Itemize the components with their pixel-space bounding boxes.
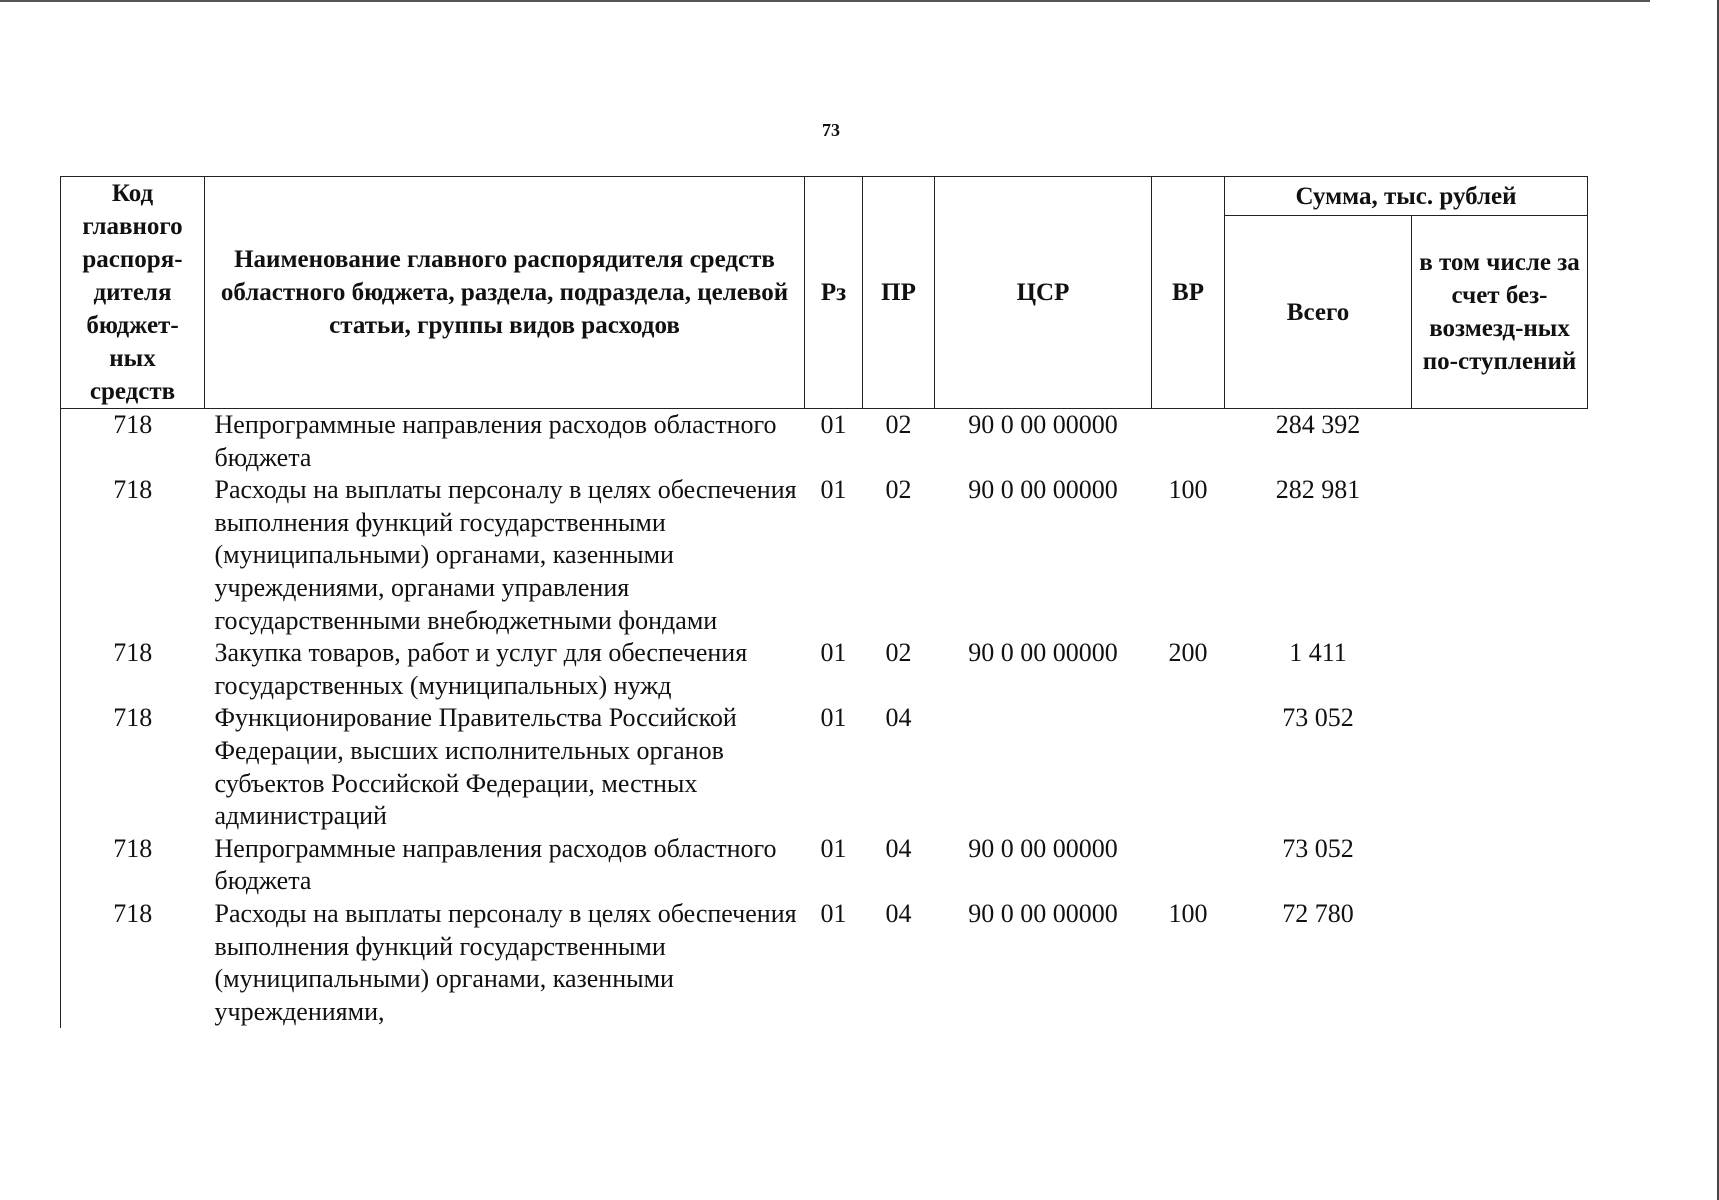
cell-csr [935,702,1152,832]
table-row [61,474,1588,637]
cell-rz: 01 [820,475,847,505]
cell-total: 284 392 [1275,410,1361,439]
cell-pr: 04 [885,703,912,733]
header-total: Всего [1225,216,1412,409]
cell-free [1412,833,1588,898]
header-vr: ВР [1152,177,1225,409]
cell-vr [1152,833,1225,898]
cell-rz: 01 [820,703,847,733]
cell-total: 1 411 [1289,638,1347,668]
budget-table [60,176,1588,1028]
header-name: Наименование главного распорядителя средств областного бюджета, раздела, подраздела, целевой статьи, группы видов расходов [205,177,805,409]
cell-code: 718 [113,898,153,928]
cell-pr: 04 [885,898,912,928]
cell-free [1412,702,1588,832]
cell-csr: 90 0 00 00000 [968,638,1118,668]
cell-name: Расходы на выплаты персоналу в целях обеспечения выполнения функций государственными (муниципальными) органами, казенными учреждениями, [214,898,797,1026]
cell-free [1412,898,1588,1028]
header-csr: ЦСР [935,177,1152,409]
header-sum-group: Сумма, тыс. рублей [1225,177,1588,216]
table-header [61,177,1588,409]
header-free: в том числе за счет без-возмезд-ных по-ступлений [1412,216,1588,409]
cell-pr: 02 [885,410,912,439]
cell-csr: 90 0 00 00000 [968,475,1118,505]
cell-total: 73 052 [1282,833,1354,863]
cell-name: Расходы на выплаты персоналу в целях обеспечения выполнения функций государственными (муниципальными) органами, казенными учреждениями, органами управления государственными внебюджетными фондами [214,475,797,635]
header-rz: Рз [805,177,863,409]
cell-total: 282 981 [1275,475,1361,505]
table-body [61,409,1588,1029]
scan-edge-top [0,0,1650,2]
cell-code: 718 [113,638,153,668]
cell-name: Непрограммные направления расходов областного бюджета [214,410,777,472]
cell-total: 73 052 [1282,703,1354,733]
header-code: Код главного распоря-дителя бюджет-ных средств [61,177,205,409]
table-row [61,409,1588,475]
cell-name: Закупка товаров, работ и услуг для обеспечения государственных (муниципальных) нужд [214,638,748,700]
cell-name: Функционирование Правительства Российской Федерации, высших исполнительных органов субъектов Российской Федерации, местных администраций [214,703,737,831]
cell-code: 718 [113,475,153,505]
table-row [61,898,1588,1028]
cell-vr: 100 [1168,475,1208,505]
cell-pr: 02 [885,638,912,668]
cell-pr: 02 [885,475,912,505]
cell-rz: 01 [820,898,847,928]
header-pr: ПР [863,177,935,409]
cell-vr [1152,409,1225,475]
cell-csr: 90 0 00 00000 [968,898,1118,928]
cell-csr: 90 0 00 00000 [968,410,1118,439]
cell-code: 718 [113,703,153,733]
cell-rz: 01 [820,410,847,439]
table-row [61,637,1588,702]
cell-free [1412,474,1588,637]
page-number: 73 [822,120,840,140]
cell-csr: 90 0 00 00000 [968,833,1118,863]
cell-free [1412,409,1588,475]
cell-code: 718 [113,410,153,439]
cell-total: 72 780 [1282,898,1354,928]
cell-pr: 04 [885,833,912,863]
cell-name: Непрограммные направления расходов областного бюджета [214,833,777,896]
cell-vr: 200 [1168,638,1208,668]
cell-free [1412,637,1588,702]
cell-rz: 01 [820,833,847,863]
cell-vr: 100 [1168,898,1208,928]
table-row [61,702,1588,832]
cell-code: 718 [113,833,153,863]
cell-vr [1152,702,1225,832]
table-row [61,833,1588,898]
cell-rz: 01 [820,638,847,668]
